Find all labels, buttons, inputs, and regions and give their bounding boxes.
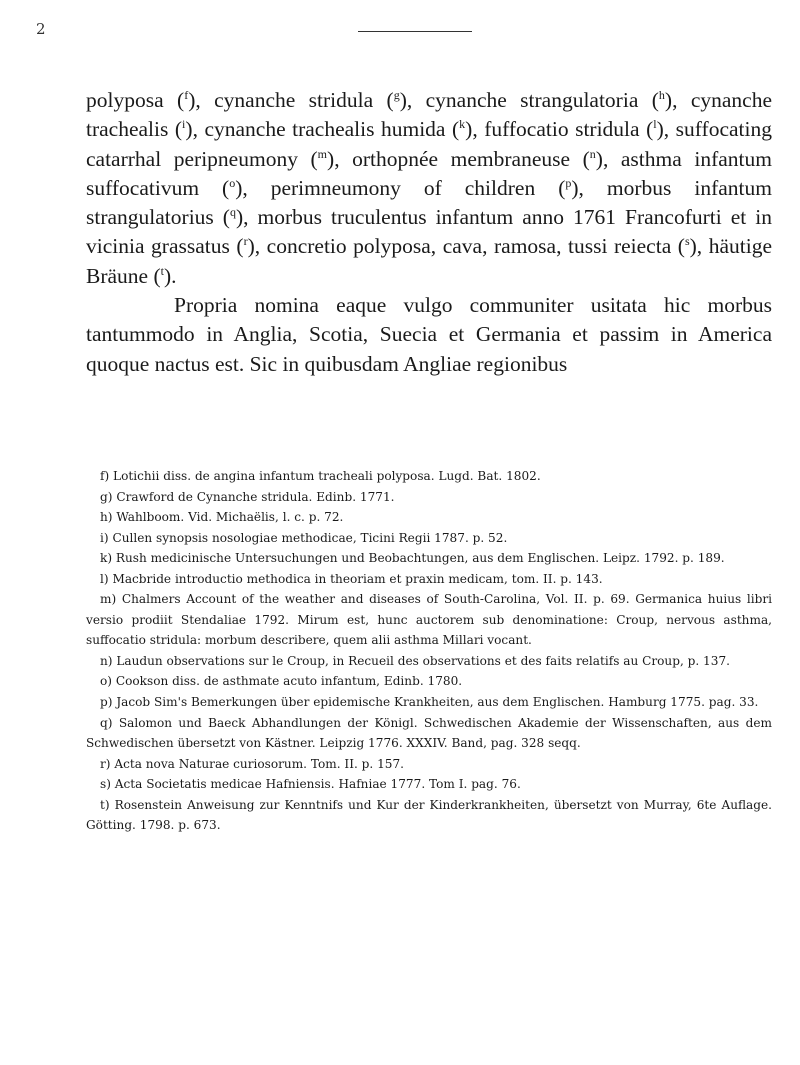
- footnote: i) Cullen synopsis nosologiae methodicae, Ticini Regii 1787. p. 52.: [100, 530, 508, 545]
- paragraph-propria-nomina: Propria nomina eaque vulgo communiter usitata hic morbus tantummodo in Anglia, Scotia, Suecia et Germania et passim in America quoque nactus est. Sic in quibusdam Angliae regionibus: [86, 293, 772, 376]
- footnote-text: Rush medicinische Untersuchungen und Beobachtungen, aus dem Englischen. Leipz. 1792. p. 189.: [115, 551, 725, 566]
- text-segment: , concretio polyposa, cava, ramosa, tussi reiecta: [254, 234, 678, 259]
- text-segment: , morbus truculentus infantum anno 1761 Francofurti et in vicinia grassatus: [86, 205, 772, 259]
- text-segment: , perimneumony of children: [242, 175, 559, 200]
- footnote: f) Lotichii diss. de angina infantum tracheali polyposa. Lugd. Bat. 1802.: [100, 469, 541, 483]
- page-number: 2: [36, 20, 46, 38]
- footnote-reference[interactable]: g: [393, 88, 400, 102]
- footnote-text: Chalmers Account of the weather and diseases of South-Carolina, Vol. II. p. 69. Germanica huius libri versio prodiit Stendaliae 1792. Mirum est, hunc auctorem sub denominatione: Croup, nervous asthma, suffocatio stridula: morbum describere, quem alii asthma Millari vocant.: [86, 592, 773, 648]
- text-segment: , asthma infantum suffocativum: [86, 146, 772, 200]
- footnote-mark: t: [100, 797, 105, 812]
- text-segment: , orthopnée membraneuse: [334, 146, 583, 171]
- text-segment: .: [171, 263, 177, 288]
- footnote-mark: h: [100, 510, 108, 525]
- footnote: q) Salomon und Baeck Abhandlungen der Königl. Schwedischen Akademie der Wissenschaften, aus dem Schwedischen übersetzt von Kästner. Leipzig 1776. XXXIV. Band, pag. 328 seqq.: [86, 715, 772, 751]
- footnote: p) Jacob Sim's Bemerkungen über epidemische Krankheiten, aus dem Englischen. Hamburg 1775. pag. 33.: [100, 695, 759, 710]
- footnote: l) Macbride introductio methodica in theoriam et praxin medicam, tom. II. p. 143.: [100, 571, 603, 586]
- footnote-mark: n: [100, 653, 108, 668]
- footnote-reference[interactable]: h: [658, 88, 665, 102]
- footnote-reference[interactable]: q: [229, 205, 236, 220]
- footnote-mark: k: [100, 551, 108, 566]
- footnote-mark: l: [100, 571, 104, 586]
- footnote: s) Acta Societatis medicae Hafniensis. Hafniae 1777. Tom I. pag. 76.: [100, 777, 521, 792]
- footnote-text: Macbride introductio methodica in theoriam et praxin medicam, tom. II. p. 143.: [112, 571, 603, 586]
- text-segment: , cynanche trachealis: [86, 88, 772, 142]
- footnote-reference[interactable]: i: [182, 117, 186, 132]
- footnote-text: Acta Societatis medicae Hafniensis. Hafniae 1777. Tom I. pag. 76.: [114, 777, 521, 792]
- main-text: [86, 86, 772, 379]
- paragraph-synonyms: polyposa ($^f$), cynanche stridula ($^g$), cynanche strangulatoria ($^h$), cynanche trachealis ($^i$), cynanche trachealis humida ($^k$), fuffocatio stridula ($^l$), suffocating catarrhal peripneumony ($^m$), orthopnée membraneuse ($^n$), asthma infantum suffocativum ($^o$), perimneumony of children ($^p$), morbus infantum strangulatorius ($^q$), morbus truculentus infantum anno 1761 Francofurti et in vicinia grassatus ($^r$), concretio polyposa, cava, ramosa, tussi reiecta ($^s$), häutige Bräune ($^t$).: [86, 88, 772, 288]
- footnote: n) Laudun observations sur le Croup, in Recueil des observations et des faits relatifs au Croup, p. 137.: [100, 653, 730, 668]
- footnote-mark: i: [100, 530, 104, 545]
- footnote-mark: p: [100, 695, 108, 710]
- footnote-text: Cullen synopsis nosologiae methodicae, Ticini Regii 1787. p. 52.: [112, 530, 508, 545]
- text-segment: , cynanche strangulatoria: [406, 88, 652, 112]
- footnote-text: Crawford de Cynanche stridula. Edinb. 1771.: [116, 489, 395, 504]
- header-rule: [358, 31, 472, 32]
- footnote-mark: m: [100, 592, 112, 607]
- footnote: r) Acta nova Naturae curiosorum. Tom. II. p. 157.: [100, 756, 405, 771]
- text-segment: , häutige Bräune: [86, 234, 772, 288]
- footnote-reference[interactable]: m: [317, 146, 328, 161]
- footnote-text: Wahlboom. Vid. Michaëlis, l. c. p. 72.: [116, 510, 344, 525]
- footnote-reference[interactable]: f: [184, 88, 189, 102]
- footnotes: [86, 466, 772, 836]
- footnote-text: Salomon und Baeck Abhandlungen der Königl. Schwedischen Akademie der Wissenschaften, aus dem Schwedischen übersetzt von Kästner. Leipzig 1776. XXXIV. Band, pag. 328 seqq.: [86, 715, 772, 751]
- footnote-mark: q: [100, 715, 108, 730]
- footnote-text: Cookson diss. de asthmate acuto infantum, Edinb. 1780.: [115, 674, 463, 689]
- footnote-reference[interactable]: r: [243, 234, 248, 249]
- footnote-text: Rosenstein Anweisung zur Kenntnifs und Kur der Kinderkrankheiten, übersetzt von Murray, 6te Auflage. Götting. 1798. p. 673.: [86, 797, 773, 833]
- footnote: g) Crawford de Cynanche stridula. Edinb. 1771.: [100, 489, 395, 504]
- footnote-mark: r: [100, 756, 106, 771]
- text-segment: , fuffocatio stridula: [472, 117, 647, 142]
- footnote: k) Rush medicinische Untersuchungen und Beobachtungen, aus dem Englischen. Leipz. 1792. p. 189.: [100, 551, 725, 566]
- text-segment: , cynanche trachealis humida: [192, 117, 452, 142]
- text-segment: polyposa: [86, 88, 178, 112]
- footnote-reference[interactable]: n: [589, 146, 596, 161]
- footnote-text: Lotichii diss. de angina infantum tracheali polyposa. Lugd. Bat. 1802.: [113, 469, 541, 483]
- text-segment: , suffocating catarrhal peripneumony: [86, 117, 772, 171]
- footnote: o) Cookson diss. de asthmate acuto infantum, Edinb. 1780.: [100, 674, 463, 689]
- footnote-mark: o: [100, 674, 108, 689]
- footnote: h) Wahlboom. Vid. Michaëlis, l. c. p. 72.: [100, 510, 344, 525]
- footnote-mark: g: [100, 489, 108, 504]
- footnote-mark: f: [100, 469, 105, 483]
- text-segment: , morbus infantum strangulatorius: [86, 175, 772, 230]
- footnote: m) Chalmers Account of the weather and diseases of South-Carolina, Vol. II. p. 69. Germanica huius libri versio prodiit Stendaliae 1792. Mirum est, hunc auctorem sub denominatione: Croup, nervous asthma, suffocatio stridula: morbum describere, quem alii asthma Millari vocant.: [86, 592, 773, 648]
- footnote-text: Acta nova Naturae curiosorum. Tom. II. p. 157.: [114, 756, 405, 771]
- text-segment: , cynanche stridula: [195, 88, 387, 112]
- footnote-reference[interactable]: p: [565, 175, 572, 190]
- footnote-reference[interactable]: t: [160, 263, 164, 278]
- footnote-text: Laudun observations sur le Croup, in Recueil des observations et des faits relatifs au Croup, p. 137.: [116, 653, 730, 668]
- footnote-reference[interactable]: o: [229, 175, 236, 190]
- footnote-reference[interactable]: s: [684, 234, 690, 249]
- footnote-mark: s: [100, 777, 107, 792]
- footnote-reference[interactable]: l: [653, 117, 657, 132]
- footnote: t) Rosenstein Anweisung zur Kenntnifs und Kur der Kinderkrankheiten, übersetzt von Murray, 6te Auflage. Götting. 1798. p. 673.: [86, 797, 773, 833]
- footnote-reference[interactable]: k: [459, 117, 466, 132]
- footnote-text: Jacob Sim's Bemerkungen über epidemische Krankheiten, aus dem Englischen. Hamburg 1775. pag. 33.: [116, 695, 759, 710]
